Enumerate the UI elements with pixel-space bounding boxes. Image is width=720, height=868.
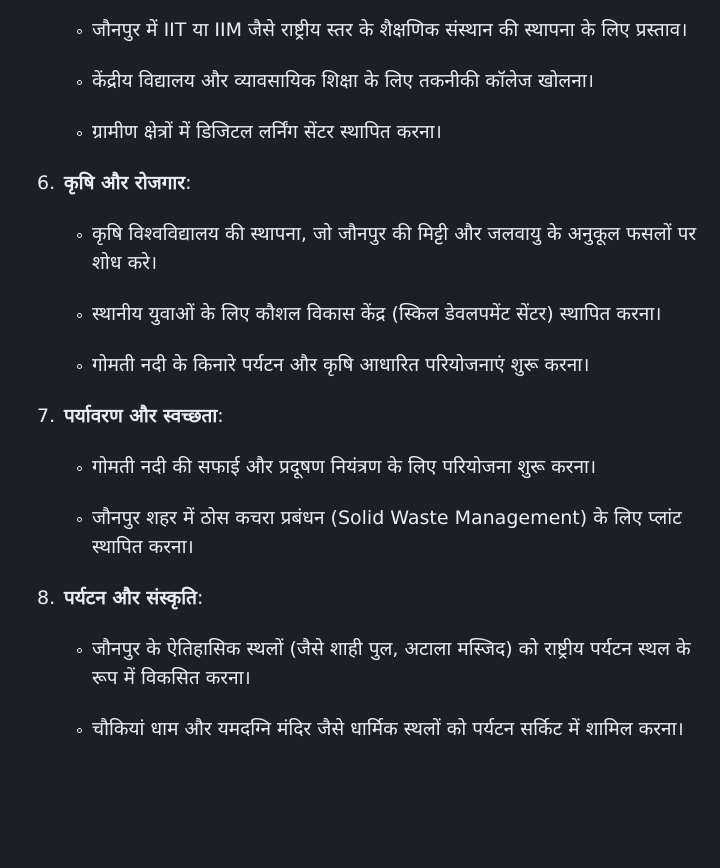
list-item: जौनपुर शहर में ठोस कचरा प्रबंधन (Solid Waste Management) के लिए प्लांट स्थापित करना। bbox=[92, 504, 698, 562]
list-item: केंद्रीय विद्यालय और व्यावसायिक शिक्षा के लिए तकनीकी कॉलेज खोलना। bbox=[92, 67, 698, 96]
section-title: पर्यावरण और स्वच्छता bbox=[64, 405, 218, 427]
section-heading-7 bbox=[0, 402, 720, 431]
section-title: कृषि और रोजगार bbox=[64, 172, 186, 194]
section-7-bullet-list bbox=[0, 453, 720, 562]
list-item: कृषि विश्वविद्यालय की स्थापना, जो जौनपुर की मिट्टी और जलवायु के अनुकूल फसलों पर शोध करे। bbox=[92, 220, 698, 278]
section-number: 7. bbox=[37, 405, 56, 427]
section-8-bullet-list bbox=[0, 635, 720, 744]
list-item: स्थानीय युवाओं के लिए कौशल विकास केंद्र (स्किल डेवलपमेंट सेंटर) स्थापित करना। bbox=[92, 300, 698, 329]
list-item: जौनपुर में IIT या IIM जैसे राष्ट्रीय स्तर के शैक्षणिक संस्थान की स्थापना के लिए प्रस्ताव। bbox=[92, 16, 698, 45]
list-item: गोमती नदी के किनारे पर्यटन और कृषि आधारित परियोजनाएं शुरू करना। bbox=[92, 351, 698, 380]
section-number: 6. bbox=[37, 172, 56, 194]
section-heading-8 bbox=[0, 584, 720, 613]
title-colon: : bbox=[196, 587, 204, 609]
title-colon: : bbox=[217, 405, 224, 427]
intro-bullet-list bbox=[0, 16, 720, 147]
section-6-bullet-list bbox=[0, 220, 720, 380]
list-item: चौकियां धाम और यमदग्नि मंदिर जैसे धार्मिक स्थलों को पर्यटन सर्किट में शामिल करना। bbox=[92, 715, 698, 744]
list-item: ग्रामीण क्षेत्रों में डिजिटल लर्निंग सेंटर स्थापित करना। bbox=[92, 118, 698, 147]
list-item: जौनपुर के ऐतिहासिक स्थलों (जैसे शाही पुल, अटाला मस्जिद) को राष्ट्रीय पर्यटन स्थल के रूप में विकसित करना। bbox=[92, 635, 698, 693]
section-heading-6 bbox=[0, 169, 720, 198]
section-title: पर्यटन और संस्कृति bbox=[64, 587, 197, 609]
title-colon: : bbox=[185, 172, 192, 194]
list-item: गोमती नदी की सफाई और प्रदूषण नियंत्रण के लिए परियोजना शुरू करना। bbox=[92, 453, 698, 482]
section-number: 8. bbox=[37, 587, 56, 609]
